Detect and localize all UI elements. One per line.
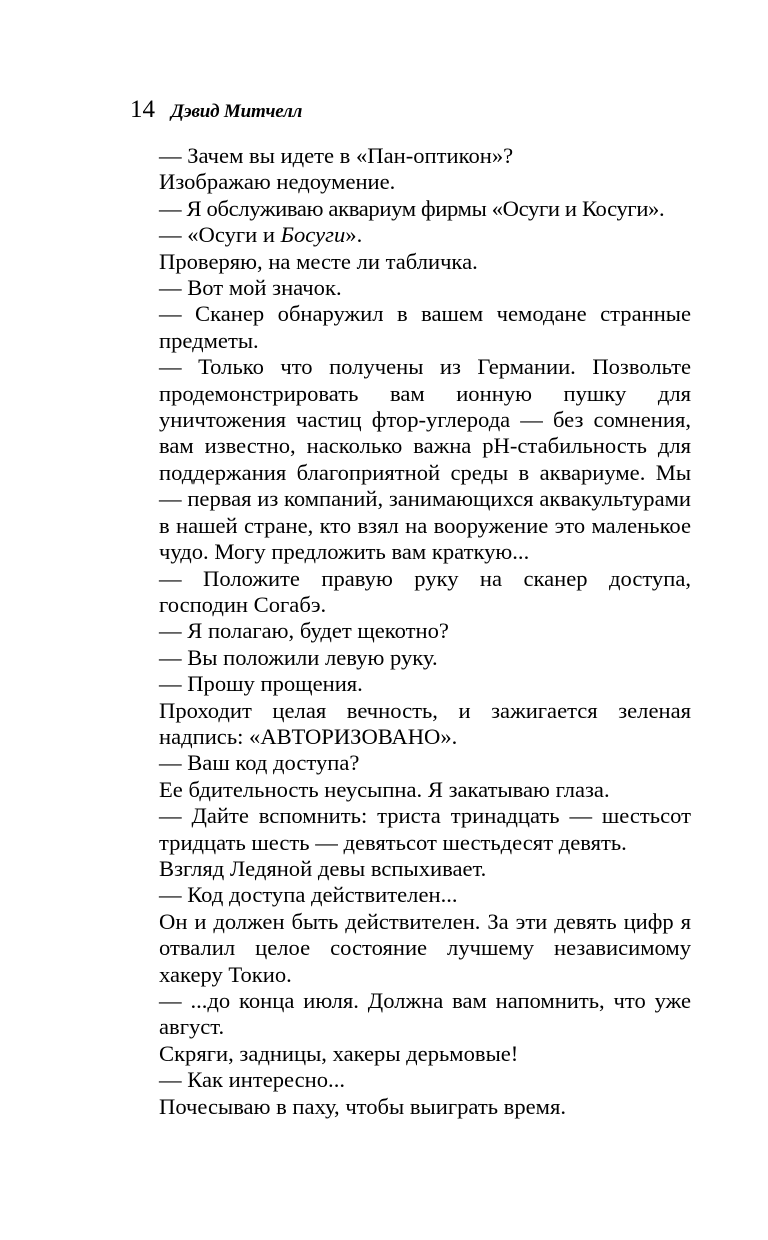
page-header: [130, 92, 302, 128]
paragraph: — Вот мой значок.: [159, 275, 342, 301]
paragraph: — Только что получены из Германии. Позвольте продемонстрировать вам ионную пушку для уничтожения частиц фтор-углерода — без сомнения, вам известно, насколько важна pH-стабильность для поддержания благоприятной среды в аквариуме. Мы — первая из компаний, занимающихся аквакультурами в нашей стране, кто взял на вооружение это маленькое чудо. Могу предложить вам краткую...: [159, 354, 691, 565]
italic-word: Босуги: [280, 222, 346, 248]
paragraph: Взгляд Ледяной девы вспыхивает.: [159, 855, 487, 881]
paragraph: — Сканер обнаружил в вашем чемодане странные предметы.: [159, 301, 691, 353]
paragraph: Изображаю недоумение.: [159, 169, 396, 195]
page-number: 14: [130, 96, 155, 123]
paragraph: — Положите правую руку на сканер доступа, господин Согабэ.: [159, 565, 691, 617]
paragraph: Скряги, задницы, хакеры дерьмовые!: [159, 1040, 519, 1066]
paragraph: — Ваш код доступа?: [159, 750, 360, 776]
paragraph: — Прошу прощения.: [159, 671, 363, 697]
paragraph-part: — «Осуги и: [159, 222, 281, 248]
paragraph: Проходит целая вечность, и зажигается зеленая надпись: «АВТОРИЗОВАНО».: [159, 697, 691, 749]
body-text: [159, 143, 691, 1120]
paragraph: — ...до конца июля. Должна вам напомнить, что уже август.: [159, 988, 691, 1040]
paragraph-part: ».: [345, 222, 363, 248]
paragraph: Почесываю в паху, чтобы выиграть время.: [159, 1093, 566, 1119]
paragraph: — Я обслуживаю аквариум фирмы «Осуги и Косуги».: [159, 195, 665, 221]
running-head-author: Дэвид Митчелл: [171, 101, 303, 122]
paragraph: — Вы положили левую руку.: [159, 644, 438, 670]
paragraph: — Код доступа действителен...: [159, 882, 458, 908]
paragraph: — Как интересно...: [159, 1067, 346, 1093]
paragraph: Ее бдительность неусыпна. Я закатываю глаза.: [159, 776, 610, 802]
paragraph: — Дайте вспомнить: триста тринадцать — шестьсот тридцать шесть — девятьсот шестьдесят девять.: [159, 803, 691, 855]
paragraph: — Зачем вы идете в «Пан-оптикон»?: [159, 143, 514, 168]
paragraph-with-italic: [159, 222, 691, 248]
paragraph: Проверяю, на месте ли табличка.: [159, 248, 478, 274]
paragraph: Он и должен быть действителен. За эти девять цифр я отвалил целое состояние лучшему независимому хакеру Токио.: [159, 908, 691, 987]
paragraph: — Я полагаю, будет щекотно?: [159, 618, 449, 644]
